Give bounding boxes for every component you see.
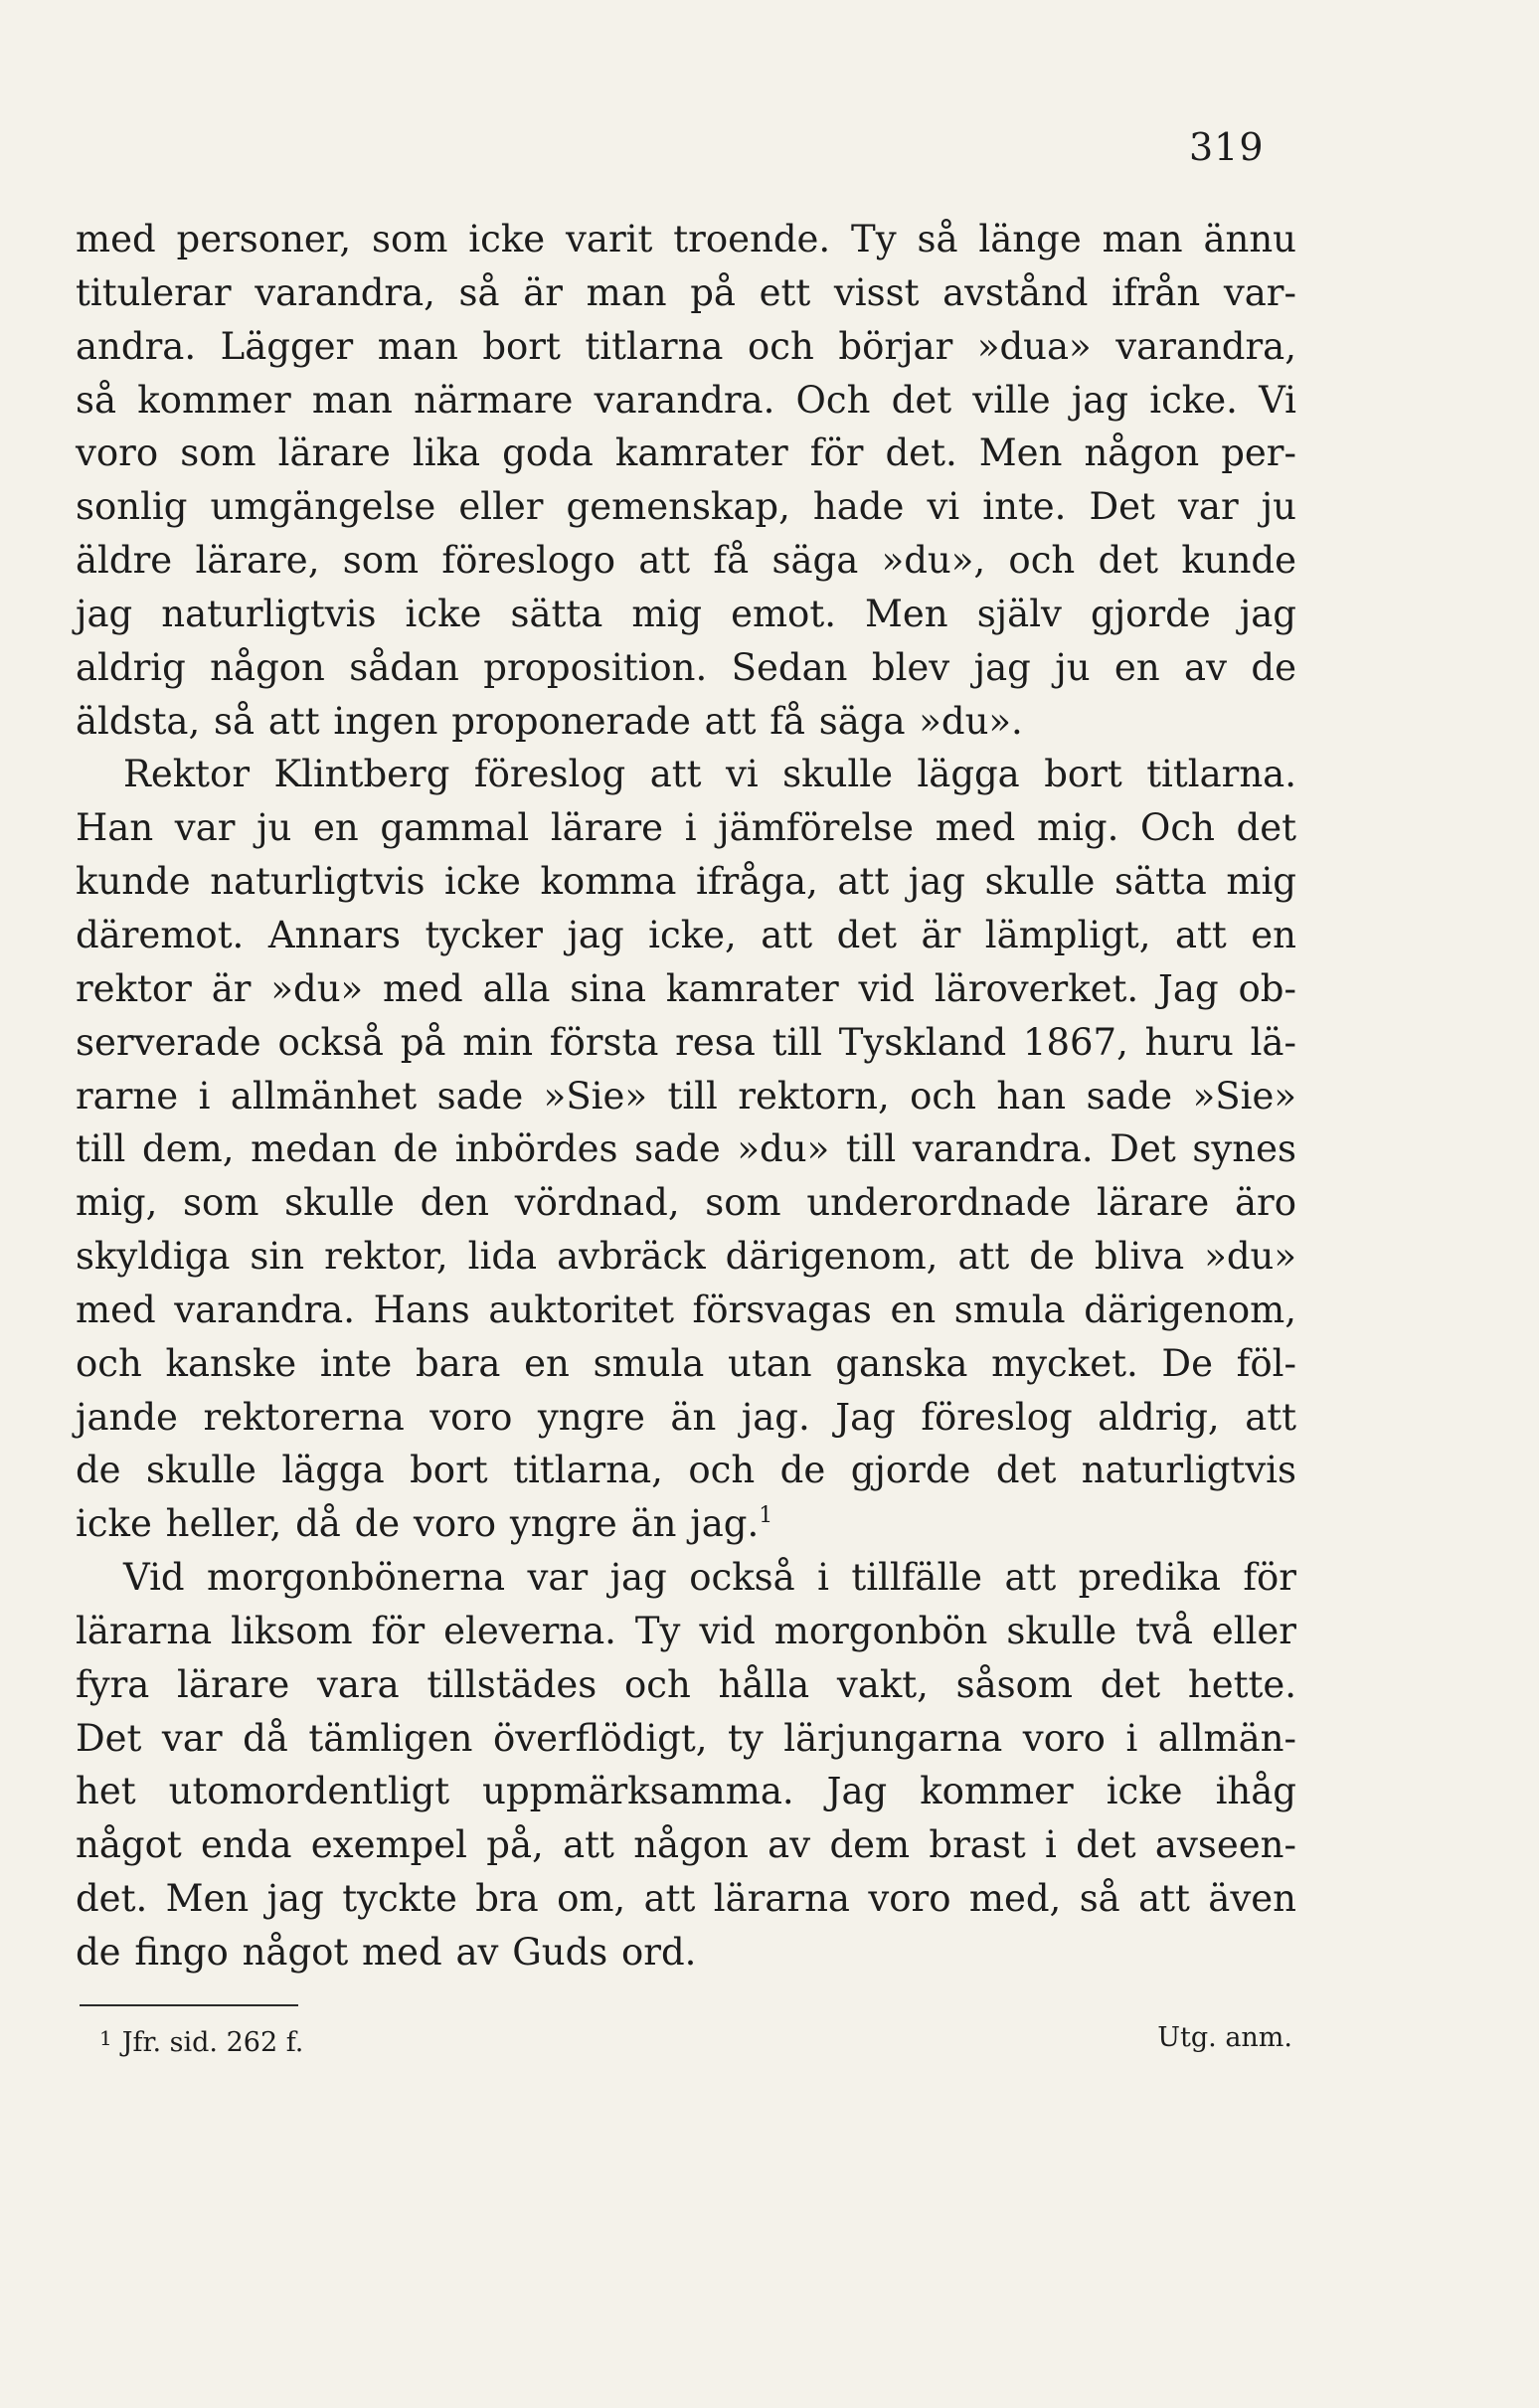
text-line: skyldiga sin rektor, lida avbräck därigenom, att de bliva »du» — [76, 1235, 1296, 1279]
text-line: de fingo något med av Guds ord. — [76, 1931, 697, 1974]
text-line: aldrig någon sådan proposition. Sedan blev jag ju en av de — [76, 645, 1296, 689]
text-line: med personer, som icke varit troende. Ty så länge man ännu — [76, 218, 1296, 260]
text-line: titulerar varandra, så är man på ett visst avstånd ifrån var- — [76, 270, 1296, 314]
text-line: något enda exempel på, att någon av dem brast i det avseen- — [76, 1823, 1296, 1867]
page-number: 319 — [1189, 125, 1265, 169]
text-line: voro som lärare lika goda kamrater för det. Men någon per- — [76, 431, 1296, 475]
text-line: med varandra. Hans auktoritet försvagas en smula därigenom, — [76, 1288, 1296, 1331]
text-line-with-footnote — [76, 1497, 1296, 1551]
body-text — [76, 213, 1296, 1979]
text-line-content: icke heller, då de voro yngre än jag. — [76, 1502, 760, 1546]
text-line: så kommer man närmare varandra. Och det ville jag icke. Vi — [76, 378, 1296, 422]
text-line: däremot. Annars tycker jag icke, att det är lämpligt, att en — [76, 913, 1296, 956]
text-line: äldre lärare, som föreslogo att få säga »du», och det kunde — [76, 539, 1296, 583]
footnote-text: Jfr. sid. 262 f. — [121, 2027, 304, 2058]
text-line: och kanske inte bara en smula utan ganska mycket. De föl- — [76, 1341, 1296, 1385]
text-line: jag naturligtvis icke sätta mig emot. Men själv gjorde jag — [76, 592, 1296, 635]
text-line: sonlig umgängelse eller gemenskap, hade vi inte. Det var ju — [76, 485, 1296, 529]
text-line: jande rektorerna voro yngre än jag. Jag föreslog aldrig, att — [76, 1395, 1296, 1439]
text-line: det. Men jag tyckte bra om, att lärarna voro med, så att även — [76, 1877, 1296, 1921]
footnote-attribution: Utg. anm. — [1157, 2022, 1292, 2053]
text-line: mig, som skulle den vördnad, som underordnade lärare äro — [76, 1181, 1296, 1225]
text-line: fyra lärare vara tillstädes och hålla vakt, såsom det hette. — [76, 1662, 1296, 1706]
text-line: serverade också på min första resa till Tyskland 1867, huru lä- — [76, 1020, 1296, 1064]
text-line: Rektor Klintberg föreslog att vi skulle lägga bort titlarna. — [123, 753, 1296, 796]
text-line: lärarna liksom för eleverna. Ty vid morgonbön skulle två eller — [76, 1609, 1296, 1652]
text-line: till dem, medan de inbördes sade »du» till varandra. Det synes — [76, 1127, 1296, 1171]
text-line: Det var då tämligen överflödigt, ty lärjungarna voro i allmän- — [76, 1716, 1296, 1760]
footnote-marker: 1 — [99, 2026, 112, 2050]
footnote-divider — [80, 2004, 298, 2006]
text-line: andra. Lägger man bort titlarna och börjar »dua» varandra, — [76, 324, 1296, 368]
footnote — [99, 2018, 1292, 2063]
text-line: rektor är »du» med alla sina kamrater vid läroverket. Jag ob- — [76, 966, 1296, 1010]
text-line: het utomordentligt uppmärksamma. Jag kommer icke ihåg — [76, 1770, 1296, 1813]
text-line: de skulle lägga bort titlarna, och de gjorde det naturligtvis — [76, 1449, 1296, 1492]
text-line: Han var ju en gammal lärare i jämförelse med mig. Och det — [76, 806, 1296, 850]
footnote-reference: 1 — [759, 1503, 773, 1529]
text-line: kunde naturligtvis icke komma ifråga, att jag skulle sätta mig — [76, 860, 1296, 904]
text-line: äldsta, så att ingen proponerade att få säga »du». — [76, 699, 1023, 743]
text-line: rarne i allmänhet sade »Sie» till rektorn, och han sade »Sie» — [76, 1074, 1296, 1118]
text-line: Vid morgonbönerna var jag också i tillfälle att predika för — [123, 1556, 1296, 1600]
